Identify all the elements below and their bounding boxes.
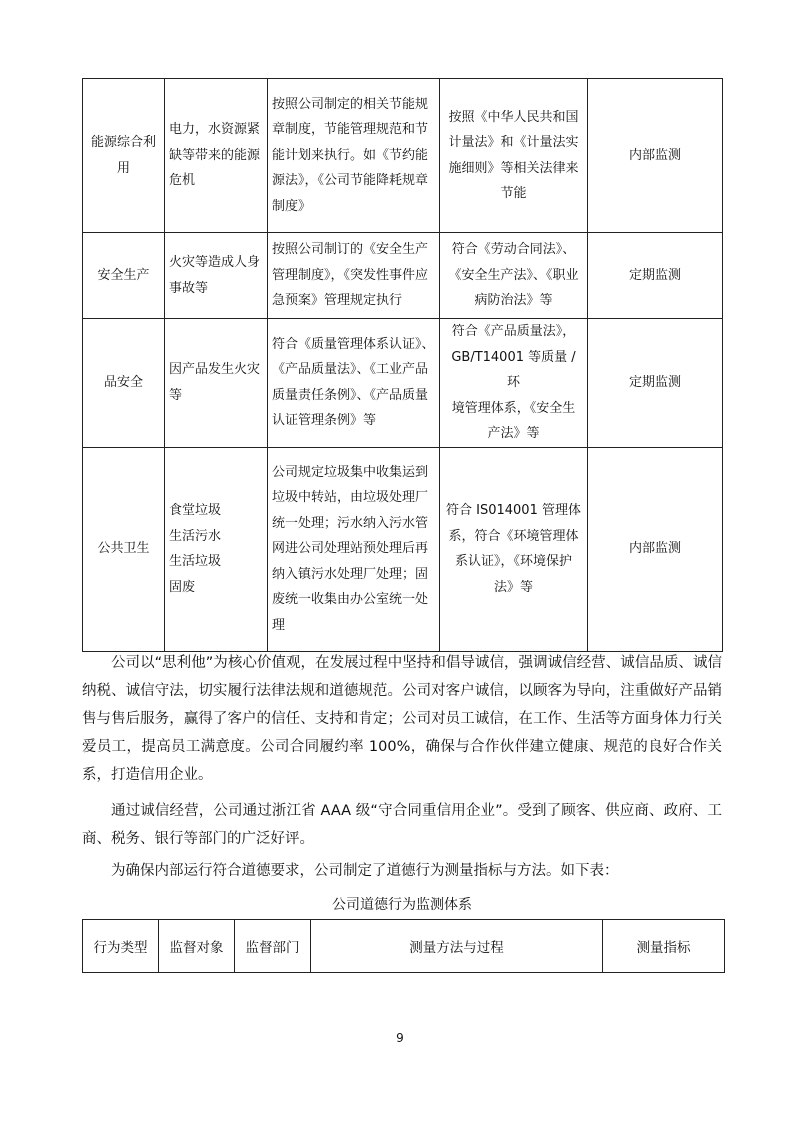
cell-line: 病防治法》等 (474, 293, 553, 309)
cell-line: 按照《中华人民共和国 (448, 109, 579, 125)
header-measurement-method: 测量方法与过程 (311, 920, 603, 973)
cell-line: 符合《劳动合同法》、 (451, 242, 576, 258)
cell-line: 章制度，节能管理规范和节 (272, 122, 429, 138)
cell-text (89, 370, 158, 396)
cell-line: 统一处理；污水纳入污水管 (272, 515, 429, 531)
cell-line: 事故等 (169, 280, 209, 296)
cell-text (89, 130, 158, 181)
cell-line: 《安全生产法》、《职业 (448, 267, 579, 283)
cell-activity-type (83, 233, 165, 319)
table-row (83, 447, 723, 651)
cell-risk (165, 319, 268, 448)
cell-monitoring-method: 内部监测 (588, 447, 723, 651)
cell-line: 计量法》和《计量法实 (448, 135, 579, 150)
cell-activity-type (83, 79, 165, 233)
cell-line: 系认证》，《环境保护 (454, 554, 572, 569)
cell-line: 品安全 (103, 375, 143, 390)
table-row (83, 319, 723, 448)
header-behavior-type: 行为类型 (83, 920, 159, 973)
cell-line: 符合《产品质量法》， (451, 324, 576, 339)
paragraph-credit-award: 通过诚信经营，公司通过浙江省 AAA 级“守合同重信用企业”。受到了顾客、供应商、政府、工商、税务、银行等部门的广泛好评。 (82, 803, 722, 847)
cell-risk (165, 79, 268, 233)
ethics-intro-paragraph (82, 857, 722, 885)
cell-text (89, 263, 158, 289)
cell-line: 施细则》等相关法律来 (448, 160, 579, 176)
cell-line: 按照公司制定的相关节能规 (272, 96, 429, 112)
risk-monitoring-table (82, 78, 723, 652)
cell-line: 公共卫生 (97, 541, 150, 557)
cell-control-measures (268, 319, 440, 448)
cell-line: 安全生产 (97, 267, 150, 283)
header-supervised-object: 监督对象 (159, 920, 235, 973)
cell-line: 急预案》管理规定执行 (272, 293, 403, 309)
cell-line: 能计划来执行。如《节约能 (272, 147, 429, 163)
cell-line: 缺等带来的能源 (169, 147, 261, 163)
cell-line: 危机 (169, 173, 196, 189)
cell-control-measures (268, 79, 440, 233)
cell-line: GB/T14001 等质量 / 环 (451, 349, 576, 390)
cell-risk (165, 233, 268, 319)
cell-text (272, 332, 435, 434)
cell-monitoring-method: 定期监测 (588, 233, 723, 319)
cell-line: 境管理体系，《安全生 (451, 400, 576, 416)
ethics-monitoring-table (82, 919, 725, 973)
cell-risk (165, 447, 268, 651)
cell-line: 制度》 (272, 198, 312, 214)
cell-line: 电力，水资源紧 (169, 122, 261, 138)
cell-text (272, 460, 435, 639)
cell-control-measures (268, 447, 440, 651)
cell-text (272, 237, 435, 314)
cell-line: 法》等 (493, 579, 533, 595)
cell-line: 《产品质量法》、《工业产品 (272, 362, 429, 378)
cell-text (169, 250, 263, 301)
cell-activity-type (83, 447, 165, 651)
cell-monitoring-method: 定期监测 (588, 319, 723, 448)
cell-line: 公司规定垃圾集中收集运到 (272, 464, 429, 480)
cell-line: 管理制度》，《突发性事件应 (272, 267, 429, 283)
cell-line: 按照公司制订的《安全生产 (272, 242, 429, 258)
cell-line: 源法》，《公司节能降耗规章 (272, 173, 429, 189)
cell-compliance-basis (440, 447, 588, 651)
cell-line: 网进公司处理站预处理后再 (272, 541, 429, 557)
cell-text (446, 319, 581, 447)
cell-line: 纳入镇污水处理厂处理；固 (272, 566, 429, 582)
cell-line: 节能 (500, 186, 527, 201)
cell-activity-type (83, 319, 165, 448)
table-header-row (83, 920, 725, 973)
cell-line: 废统一收集由办公室统一处 (272, 592, 429, 608)
cell-text (169, 357, 263, 408)
cell-line: 符合《质量管理体系认证》、 (272, 336, 435, 352)
cell-text (446, 498, 581, 600)
cell-compliance-basis (440, 233, 588, 319)
cell-line: 用 (116, 160, 130, 176)
cell-line: 生活污水 (169, 528, 222, 544)
cell-control-measures (268, 233, 440, 319)
cell-line: 因产品发生火灾 (169, 362, 261, 378)
table-row (83, 79, 723, 233)
table-row (83, 233, 723, 319)
cell-text (169, 498, 263, 600)
cell-text (89, 536, 158, 562)
header-supervising-dept: 监督部门 (235, 920, 311, 973)
cell-line: 垃圾中转站，由垃圾处理厂 (272, 490, 429, 506)
page-number: 9 (396, 1031, 404, 1045)
paragraph-integrity-values: 公司以“思利他”为核心价值观，在发展过程中坚持和倡导诚信，强调诚信经营、诚信品质、诚信纳税、诚信守法，切实履行法律法规和道德规范。公司对客户诚信，以顾客为导向，注重做好产品销售与售后服务，赢得了客户的信任、支持和肯定；公司对员工诚信，在工作、生活等方面身体力行关爱员工，提高员工满意度。公司合同履约率 100%，确保与合作伙伴建立健康、规范的良好合作关系，打造信用企业。 (82, 655, 722, 783)
cell-monitoring-method: 内部监测 (588, 79, 723, 233)
cell-text (272, 92, 435, 220)
cell-text (446, 105, 581, 207)
paragraph-ethics-intro: 为确保内部运行符合道德要求，公司制定了道德行为测量指标与方法。如下表： (111, 863, 619, 879)
cell-line: 固废 (169, 579, 196, 595)
header-measurement-index: 测量指标 (603, 920, 725, 973)
cell-line: 食堂垃圾 (169, 503, 222, 518)
ethics-table-title: 公司道德行为监测体系 (332, 897, 472, 913)
cell-line: 火灾等造成人身 (169, 255, 261, 270)
integrity-paragraph (82, 649, 722, 789)
cell-line: 能源综合利 (90, 135, 156, 150)
cell-text (446, 237, 581, 314)
cell-line: 生活垃圾 (169, 554, 222, 569)
cell-compliance-basis (440, 79, 588, 233)
cell-line: 产法》等 (487, 426, 540, 441)
cell-text (169, 117, 263, 194)
credit-paragraph (82, 797, 722, 853)
cell-line: 等 (169, 387, 183, 403)
cell-line: 符合 IS014001 管理体 (446, 503, 581, 518)
cell-compliance-basis (440, 319, 588, 448)
cell-line: 认证管理条例》等 (272, 413, 377, 429)
cell-line: 理 (272, 617, 286, 633)
cell-line: 质量责任条例》、《产品质量 (272, 387, 429, 403)
cell-line: 系，符合《环境管理体 (448, 528, 579, 544)
